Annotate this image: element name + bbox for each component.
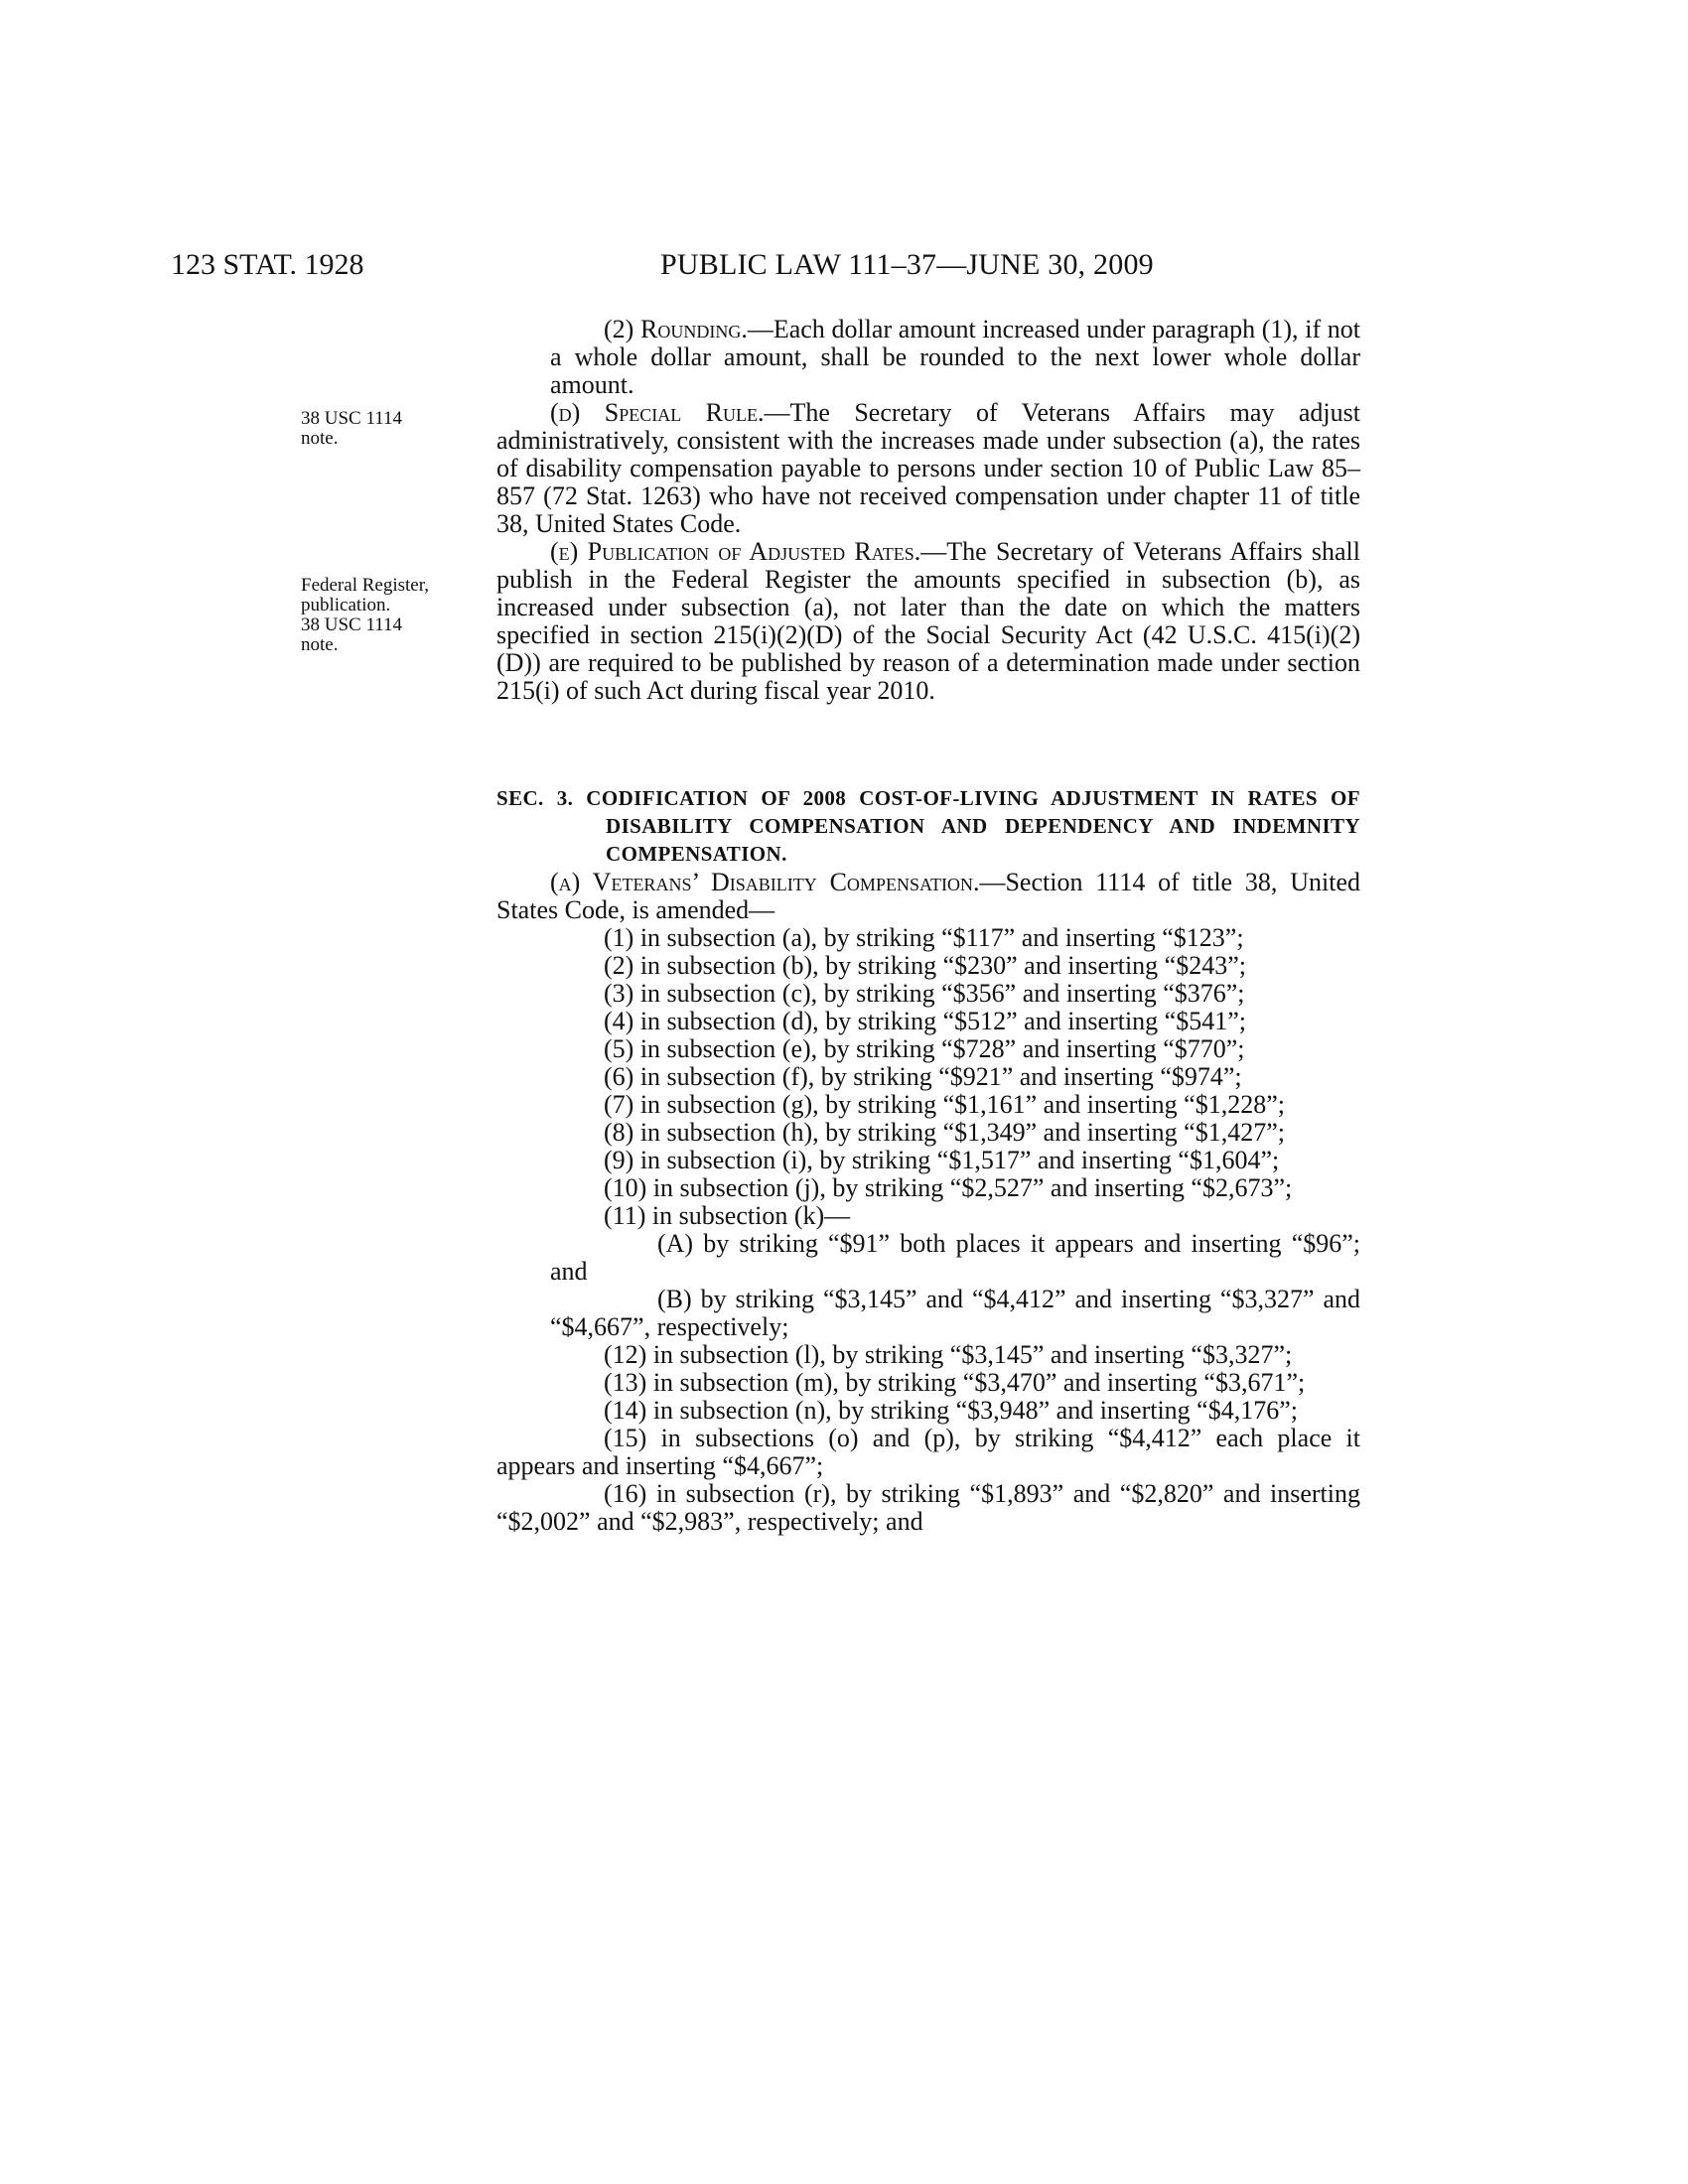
paragraph-label: (a) Veterans’ Disability Compensation. [550,868,980,896]
paragraph-label: (e) Publication of Adjusted Rates. [550,537,921,566]
list-item: (14) in subsection (n), by striking “$3,948” and inserting “$4,176”; [604,1396,1298,1425]
paragraph-text: —The Secretary of Veterans Affairs shall publish in the Federal Register the amounts specified in subsection (b), as increased under subsection (a), not later than the date on which the matters specified in section 215(i)(2)(D) of the Social Security Act (42 U.S.C. 415(i)(2)(D)) are required to be published by reason of a determination made under section 215(i) of such Act during fiscal year 2010. [496,537,1360,705]
list-item: (13) in subsection (m), by striking “$3,470” and inserting “$3,671”; [604,1368,1306,1397]
paragraph-text: —The Secretary of Veterans Affairs may adjust administratively, consistent with the increases made under subsection (a), the rates of disability compensation payable to persons under section 10 of Public Law 85–857 (72 Stat. 1263) who have not received compensation under chapter 11 of title 38, United States Code. [496,398,1360,538]
body-text-lower [496,869,1360,1536]
list-item: (10) in subsection (j), by striking “$2,527” and inserting “$2,673”; [604,1173,1293,1202]
paragraph-text: —Each dollar amount increased under paragraph (1), if not a whole dollar amount, shall be rounded to the next lower whole dollar amount. [550,315,1361,399]
list-item: (1) in subsection (a), by striking “$117” and inserting “$123”; [604,923,1244,952]
margin-note-line: Federal Register, [301,575,430,596]
margin-note-line: 38 USC 1114 [301,614,403,635]
list-item: (5) in subsection (e), by striking “$728” and inserting “$770”; [604,1034,1245,1063]
margin-note-line: publication. [301,595,391,615]
paragraph-text: —Section 1114 of title 38, United States Code, is amended— [496,868,1360,924]
list-item: (8) in subsection (h), by striking “$1,349” and inserting “$1,427”; [604,1118,1285,1147]
running-head [0,248,1688,288]
margin-note-usc [301,409,402,449]
stat-page-number: 123 STAT. 1928 [171,248,364,281]
list-item: (4) in subsection (d), by striking “$512” and inserting “$541”; [604,1007,1246,1035]
list-item: (3) in subsection (c), by striking “$356” and inserting “$376”; [604,979,1245,1008]
list-item: (9) in subsection (i), by striking “$1,517” and inserting “$1,604”; [604,1146,1280,1174]
paragraph-rounding [496,316,1360,399]
section-heading-block [496,784,1360,868]
list-subitem: (A) by striking “$91” both places it appears and inserting “$96”; and [550,1229,1360,1286]
list-item: (2) in subsection (b), by striking “$230” and inserting “$243”; [604,951,1246,980]
list-item: (11) in subsection (k)— [604,1201,851,1230]
list-item: (12) in subsection (l), by striking “$3,145” and inserting “$3,327”; [604,1340,1293,1369]
margin-note-federal-register [301,576,429,655]
margin-note-line: note. [301,634,339,655]
list-item: (6) in subsection (f), by striking “$921” and inserting “$974”; [604,1062,1242,1091]
paragraph-publication [496,538,1360,705]
margin-note-line: note. [301,428,339,449]
paragraph-label: (2) Rounding. [604,315,748,343]
section-heading: SEC. 3. CODIFICATION OF 2008 COST-OF-LIVING ADJUSTMENT IN RATES OF DISABILITY COMPENSATION AND DEPENDENCY AND INDEMNITY COMPENSATION. [496,786,1360,866]
body-text-upper [496,316,1360,705]
section-intro [496,869,1360,924]
paragraph-special-rule [496,399,1360,538]
margin-note-line: 38 USC 1114 [301,408,403,429]
list-subitem: (B) by striking “$3,145” and “$4,412” and inserting “$3,327” and “$4,667”, respectively; [550,1285,1360,1341]
list-item: (15) in subsections (o) and (p), by striking “$4,412” each place it appears and inserting “$4,667”; [496,1424,1360,1480]
list-item: (16) in subsection (r), by striking “$1,893” and “$2,820” and inserting “$2,002” and “$2,983”, respectively; and [496,1479,1360,1536]
paragraph-label: (d) Special Rule. [550,398,765,427]
list-item: (7) in subsection (g), by striking “$1,161” and inserting “$1,228”; [604,1090,1285,1119]
law-title: PUBLIC LAW 111–37—JUNE 30, 2009 [660,248,1154,281]
